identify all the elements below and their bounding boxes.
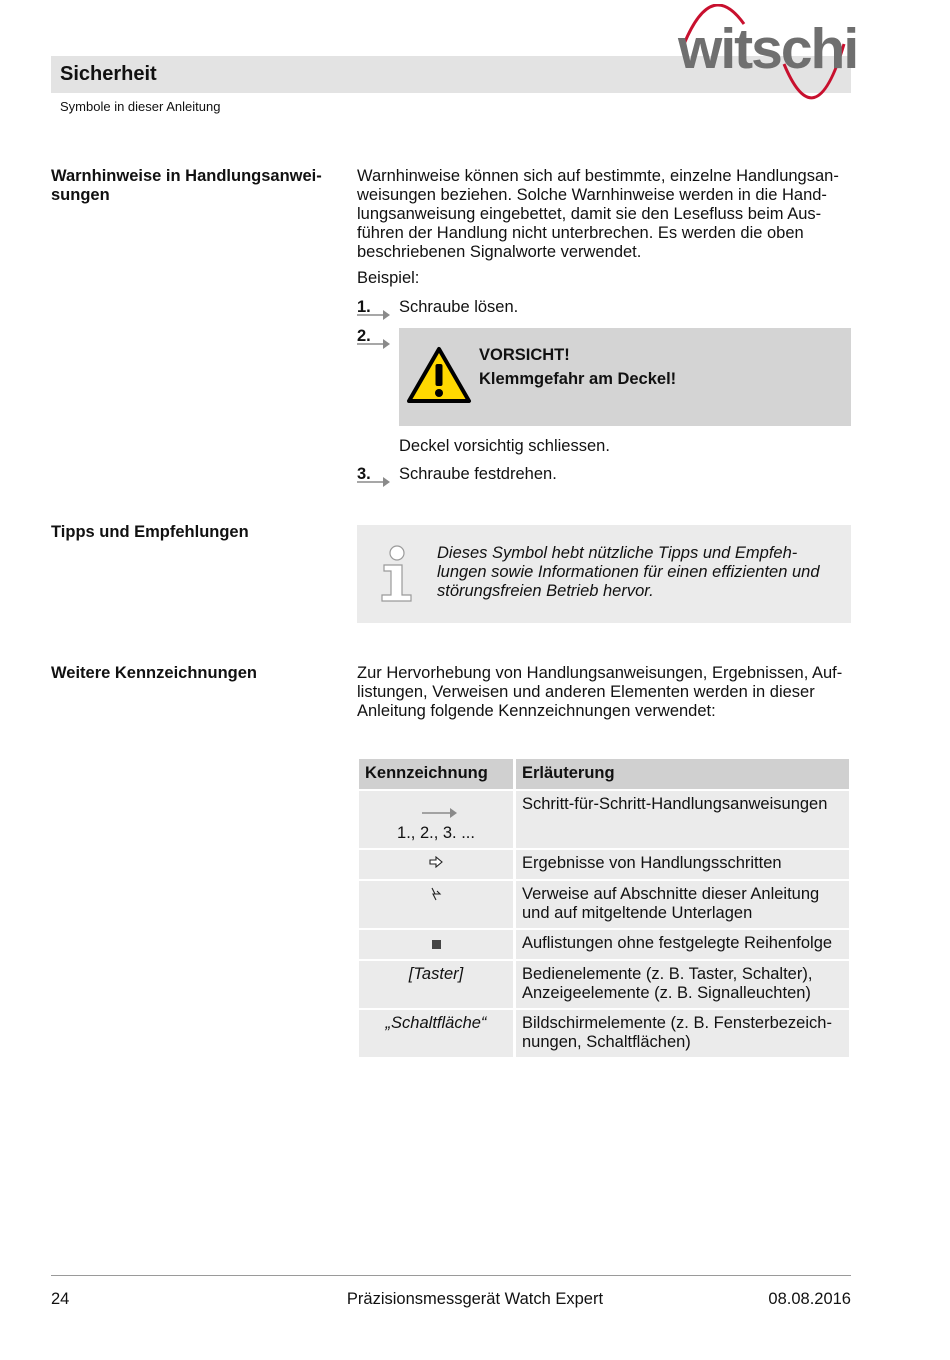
text-line: führen der Handlung nicht unterbrechen. Es werden die oben: [357, 224, 804, 242]
step-number: [357, 327, 391, 349]
text-line: listungen, Verweisen und anderen Elementen werden in dieser: [357, 683, 815, 701]
text-line: Warnhinweise können sich auf bestimmte, einzelne Handlungsan-: [357, 167, 839, 185]
text-line: Zur Hervorhebung von Handlungsanweisungen, Ergebnissen, Auf-: [357, 664, 843, 682]
table-row: [357, 881, 851, 928]
step-number-label: 2.: [357, 327, 371, 345]
table-cell-mark: [359, 881, 513, 928]
table-cell-mark: [359, 850, 513, 879]
text-line: Bedienelemente (z. B. Taster, Schalter),: [522, 965, 813, 983]
step-text: Schraube festdrehen.: [399, 465, 557, 483]
example-label: Beispiel:: [357, 269, 420, 287]
result-arrow-icon: [429, 856, 443, 868]
tip-text: [437, 544, 837, 601]
step-number: [357, 298, 391, 320]
table-header-cell: Kennzeichnung: [359, 759, 513, 789]
text-line: Verweise auf Abschnitte dieser Anleitung: [522, 885, 820, 903]
logo-text: witschi: [678, 17, 858, 81]
text-line: Schritt-für-Schritt-Handlungsanweisungen: [522, 795, 828, 813]
step-arrow-icon: [420, 800, 460, 818]
step-number-label: 3.: [357, 465, 371, 483]
text-line: lungen sowie Informationen für einen effizienten und: [437, 563, 820, 581]
text-line: Bildschirmelemente (z. B. Fensterbezeich-: [522, 1014, 832, 1032]
step-number: [357, 465, 391, 487]
text-line: Ergebnisse von Handlungsschritten: [522, 854, 782, 872]
marks-paragraph: [357, 664, 852, 721]
table-row: [357, 930, 851, 959]
text-line: und auf mitgeltende Unterlagen: [522, 904, 753, 922]
table-cell-mark: „Schaltfläche“: [359, 1010, 513, 1057]
text-line: Anzeigeelemente (z. B. Signalleuchten): [522, 984, 811, 1002]
warning-message: Klemmgefahr am Deckel!: [479, 370, 677, 388]
table-row: [357, 850, 851, 879]
reference-icon: [430, 887, 442, 901]
table-row: [357, 1010, 851, 1057]
table-row: [357, 961, 851, 1008]
table-header-cell: Erläuterung: [516, 759, 849, 789]
text-line: beschriebenen Signalworte verwendet.: [357, 243, 642, 261]
warning-signal-word: VORSICHT!: [479, 346, 570, 364]
text-line: nungen, Schaltflächen): [522, 1033, 691, 1051]
document-title: Präzisionsmessgerät Watch Expert: [346, 1290, 604, 1308]
step-text: Schraube lösen.: [399, 298, 519, 316]
warnings-paragraph: [357, 167, 852, 262]
heading-line: Warnhinweise in Handlungsanwei-: [51, 167, 322, 185]
table-cell-explanation: [516, 930, 849, 959]
step-number-label: 1.: [357, 298, 371, 316]
table-cell-explanation: [516, 961, 849, 1008]
table-row: [357, 791, 851, 848]
square-bullet-icon: [432, 940, 441, 949]
document-date: 08.08.2016: [768, 1290, 851, 1308]
table-cell-mark: [Taster]: [359, 961, 513, 1008]
heading-line: sungen: [51, 186, 110, 204]
page-title: Sicherheit: [60, 63, 157, 85]
page-number: 24: [51, 1290, 70, 1308]
info-icon: [378, 545, 414, 608]
witschi-logo: [674, 4, 858, 102]
table-cell-explanation: [516, 791, 849, 848]
table-cell-mark: [359, 930, 513, 959]
table-cell-explanation: [516, 881, 849, 928]
text-line: Anleitung folgende Kennzeichnungen verwendet:: [357, 702, 716, 720]
section-heading-marks: Weitere Kennzeichnungen: [51, 664, 257, 682]
text-line: störungsfreien Betrieb hervor.: [437, 582, 654, 600]
table-cell-mark: [359, 791, 513, 848]
table-cell-explanation: [516, 1010, 849, 1057]
page-subtitle: Symbole in dieser Anleitung: [60, 99, 221, 114]
table-cell-explanation: [516, 850, 849, 879]
footer-divider: [51, 1275, 851, 1276]
mark-text: 1., 2., 3. ...: [397, 824, 475, 842]
text-line: Dieses Symbol hebt nützliche Tipps und Empfeh-: [437, 544, 798, 562]
text-line: lungsanweisung eingebettet, damit sie den Lesefluss beim Aus-: [357, 205, 822, 223]
section-heading-tips: Tipps und Empfehlungen: [51, 523, 249, 541]
section-heading-warnings: [51, 167, 336, 205]
warning-triangle-icon: [406, 346, 472, 409]
table-header-row: [357, 759, 851, 789]
text-line: weisungen beziehen. Solche Warnhinweise werden in die Hand-: [357, 186, 827, 204]
step-text: Deckel vorsichtig schliessen.: [399, 437, 610, 455]
text-line: Auflistungen ohne festgelegte Reihenfolge: [522, 934, 833, 952]
